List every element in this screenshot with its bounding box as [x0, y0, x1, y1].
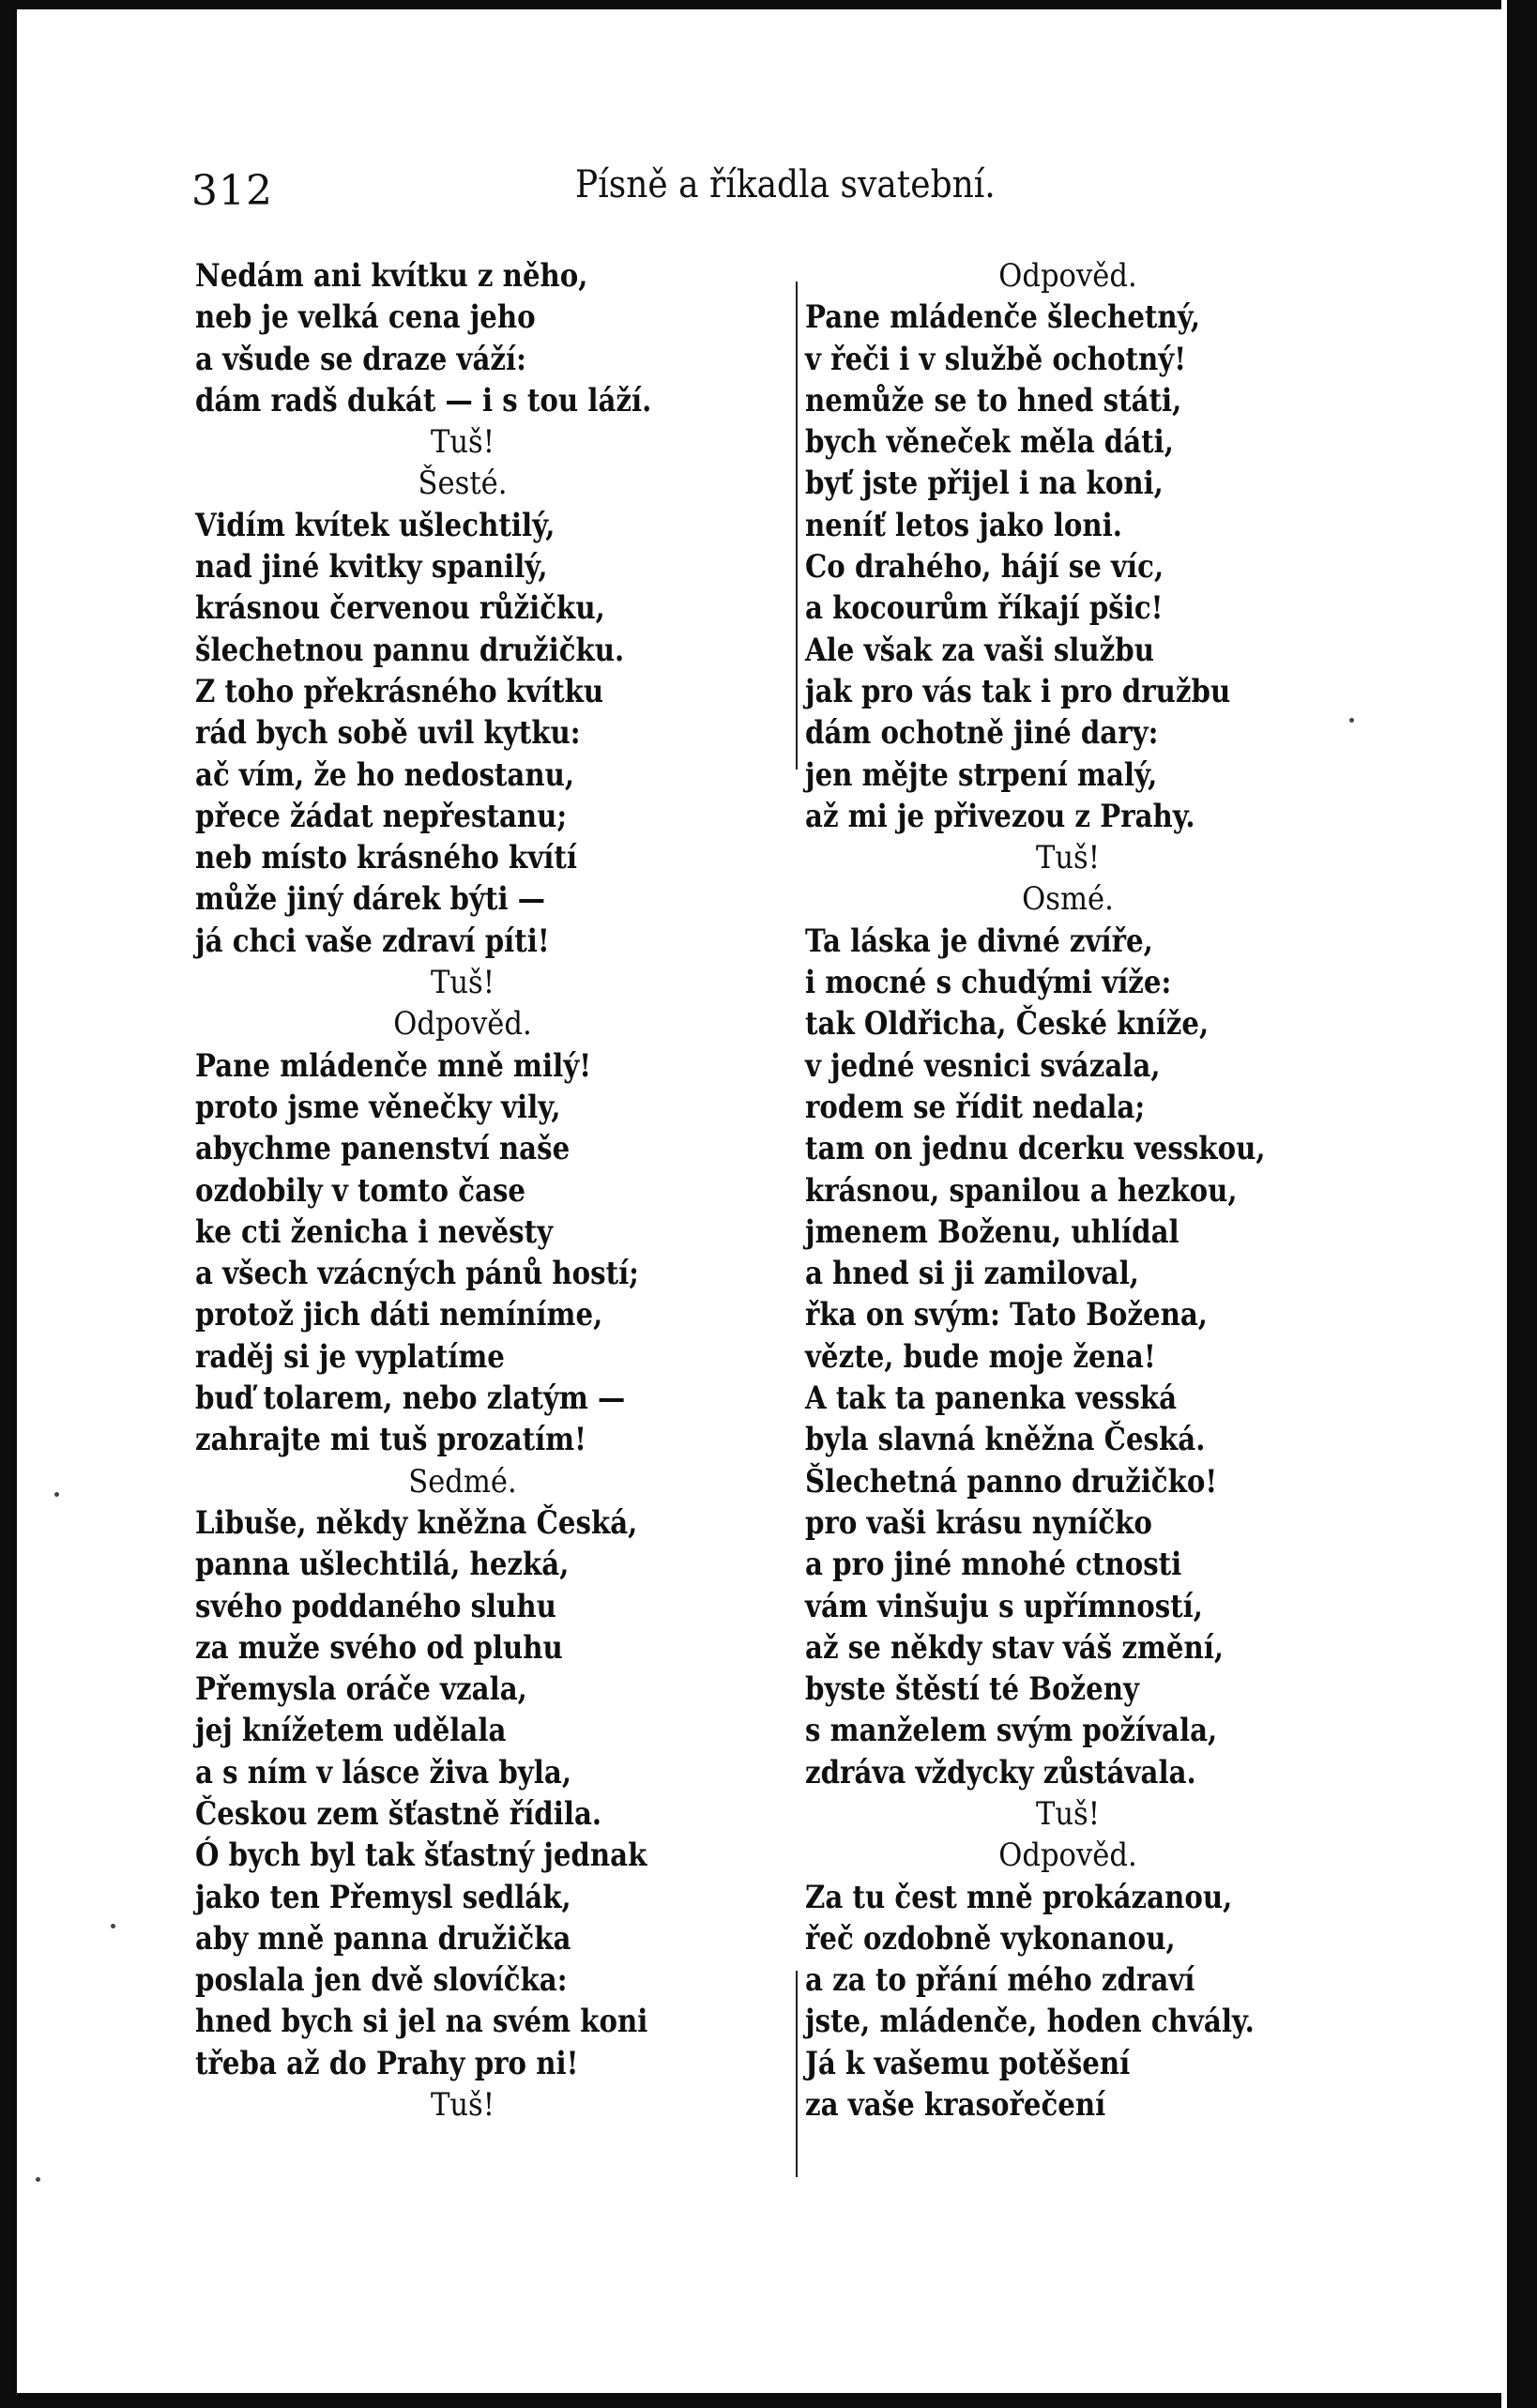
verse-line: Libuše, někdy kněžna Česká, — [195, 1503, 638, 1542]
verse-line: poslala jen dvě slovíčka: — [195, 1961, 568, 2000]
verse-line: v řeči i v službě ochotný! — [805, 340, 1187, 378]
verse-line: byť jste přijel i na koni, — [805, 465, 1164, 503]
verse-line: dám radš dukát — i s tou láží. — [195, 381, 652, 419]
verse-line: a všech vzácných pánů hostí; — [195, 1255, 639, 1293]
verse-line: řka on svým: Tato Božena, — [805, 1296, 1208, 1334]
print-speck — [111, 1924, 115, 1928]
print-speck — [54, 1492, 59, 1497]
section-heading: Tuš! — [430, 2086, 495, 2125]
page-header — [17, 9, 1501, 244]
verse-line: tak Oldřicha, České kníže, — [805, 1005, 1210, 1044]
verse-line: neb místo krásného kvítí — [195, 839, 578, 877]
section-heading: Tuš! — [430, 964, 495, 1002]
verse-line: svého poddaného sluhu — [195, 1587, 556, 1625]
left-column — [195, 255, 730, 2126]
verse-line: až se někdy stav váš změní, — [805, 1628, 1225, 1667]
print-speck — [1349, 718, 1354, 723]
section-heading: Tuš! — [1035, 839, 1101, 877]
verse-line: vězte, bude moje žena! — [805, 1337, 1156, 1376]
verse-line: Nedám ani kvítku z něho, — [195, 257, 588, 295]
verse-line: rád bych sobě uvil kytku: — [195, 714, 581, 753]
verse-line: Ale však za vaši službu — [805, 631, 1154, 669]
verse-line: ač vím, že ho nedostanu, — [195, 755, 575, 794]
verse-line: vám vinšuju s upřímností, — [805, 1587, 1203, 1625]
verse-line: Co drahého, hájí se víc, — [805, 548, 1164, 587]
verse-line: tam on jednu dcerku vesskou, — [805, 1130, 1266, 1168]
book-page — [17, 9, 1501, 2393]
section-heading: Odpověd. — [998, 1836, 1137, 1875]
verse-line: nemůže se to hned státi, — [805, 381, 1182, 419]
verse-line: krásnou červenou růžičku, — [195, 589, 605, 628]
page-edge — [1501, 0, 1507, 2408]
verse-line: a všude se draze váží: — [195, 340, 526, 378]
section-heading: Odpověd. — [998, 257, 1137, 295]
verse-line: Z toho překrásného kvítku — [195, 672, 604, 710]
verse-line: s manželem svým požívala, — [805, 1712, 1218, 1750]
verse-line: Za tu čest mně prokázanou, — [805, 1878, 1233, 1916]
verse-line: pro vaši krásu nyníčko — [805, 1503, 1152, 1542]
section-heading: Osmé. — [1022, 880, 1114, 919]
verse-line: a kocourům říkají pšic! — [805, 589, 1164, 628]
verse-line: neníť letos jako loni. — [805, 506, 1122, 544]
verse-line: Českou zem šťastně řídila. — [195, 1794, 602, 1833]
verse-line: ozdobily v tomto čase — [195, 1171, 526, 1210]
verse-line: krásnou, spanilou a hezkou, — [805, 1171, 1238, 1210]
verse-line: jmenem Boženu, uhlídal — [805, 1212, 1179, 1251]
verse-line: Šlechetná panno družičko! — [805, 1462, 1218, 1501]
verse-line: zdráva vždycky zůstávala. — [805, 1753, 1196, 1791]
verse-line: za vaše krasořečení — [805, 2086, 1106, 2125]
verse-line: byla slavná kněžna Česká. — [805, 1421, 1206, 1459]
verse-line: Já k vašemu potěšení — [805, 2044, 1131, 2082]
verse-line: šlechetnou pannu družičku. — [195, 631, 625, 669]
verse-line: A tak ta panenka vesská — [805, 1379, 1178, 1418]
right-column — [805, 255, 1331, 2126]
verse-line: Vidím kvítek ušlechtilý, — [195, 506, 555, 544]
verse-line: nad jiné kvitky spanilý, — [195, 548, 548, 587]
section-heading: Tuš! — [430, 423, 495, 462]
verse-line: proto jsme věnečky vily, — [195, 1088, 561, 1126]
verse-line: abychme panenství naše — [195, 1130, 571, 1168]
verse-line: já chci vaše zdraví píti! — [195, 922, 550, 960]
section-heading: Sedmé. — [408, 1462, 517, 1501]
section-heading: Tuš! — [1035, 1794, 1101, 1833]
verse-line: byste štěstí té Boženy — [805, 1670, 1139, 1709]
verse-line: přece žádat nepřestanu; — [195, 797, 568, 835]
verse-line: řeč ozdobně vykonanou, — [805, 1919, 1176, 1958]
print-speck — [36, 2177, 40, 2182]
verse-line: v jedné vesnici svázala, — [805, 1046, 1161, 1085]
running-title: Písně a říkadla svatební. — [575, 163, 996, 206]
verse-line: raděj si je vyplatíme — [195, 1337, 505, 1376]
page-number: 312 — [191, 167, 273, 215]
verse-line: Přemysla oráče vzala, — [195, 1670, 527, 1709]
verse-line: jen mějte strpení malý, — [805, 755, 1158, 794]
verse-line: za muže svého od pluhu — [195, 1628, 563, 1667]
section-heading: Odpověd. — [393, 1005, 532, 1044]
verse-line: Pane mládenče mně milý! — [195, 1046, 592, 1085]
verse-line: hned bych si jel na svém koni — [195, 2003, 648, 2041]
verse-line: třeba až do Prahy pro ni! — [195, 2044, 579, 2082]
verse-line: dám ochotně jiné dary: — [805, 714, 1159, 753]
column-rule-top — [796, 282, 798, 770]
verse-line: bych věneček měla dáti, — [805, 423, 1174, 462]
verse-line: ke cti ženicha i nevěsty — [195, 1212, 554, 1251]
verse-line: neb je velká cena jeho — [195, 298, 536, 337]
verse-line: Pane mládenče šlechetný, — [805, 298, 1201, 337]
verse-line: a s ním v lásce živa byla, — [195, 1753, 572, 1791]
verse-line: Ta láska je divné zvíře, — [805, 922, 1153, 960]
verse-line: panna ušlechtilá, hezká, — [195, 1546, 570, 1584]
verse-line: může jiný dárek býti — — [195, 880, 546, 919]
verse-line: a hned si ji zamiloval, — [805, 1255, 1139, 1293]
verse-line: zahrajte mi tuš prozatím! — [195, 1421, 586, 1459]
verse-line: Ó bych byl tak šťastný jednak — [195, 1836, 647, 1875]
verse-line: protož jich dáti nemíníme, — [195, 1296, 603, 1334]
verse-line: jej knížetem udělala — [195, 1712, 507, 1750]
verse-line: jako ten Přemysl sedlák, — [195, 1878, 571, 1916]
verse-line: jak pro vás tak i pro družbu — [805, 672, 1231, 710]
verse-line: až mi je přivezou z Prahy. — [805, 797, 1195, 835]
verse-line: buď tolarem, nebo zlatým — — [195, 1379, 626, 1418]
section-heading: Šesté. — [418, 465, 508, 503]
verse-line: rodem se řídit nedala; — [805, 1088, 1146, 1126]
verse-line: a za to přání mého zdraví — [805, 1961, 1195, 2000]
verse-line: a pro jiné mnohé ctnosti — [805, 1546, 1182, 1584]
verse-line: aby mně panna družička — [195, 1919, 571, 1958]
column-rule-bottom — [796, 1971, 798, 2177]
verse-line: i mocné s chudými víže: — [805, 964, 1172, 1002]
verse-line: jste, mládenče, hoden chvály. — [805, 2003, 1255, 2041]
